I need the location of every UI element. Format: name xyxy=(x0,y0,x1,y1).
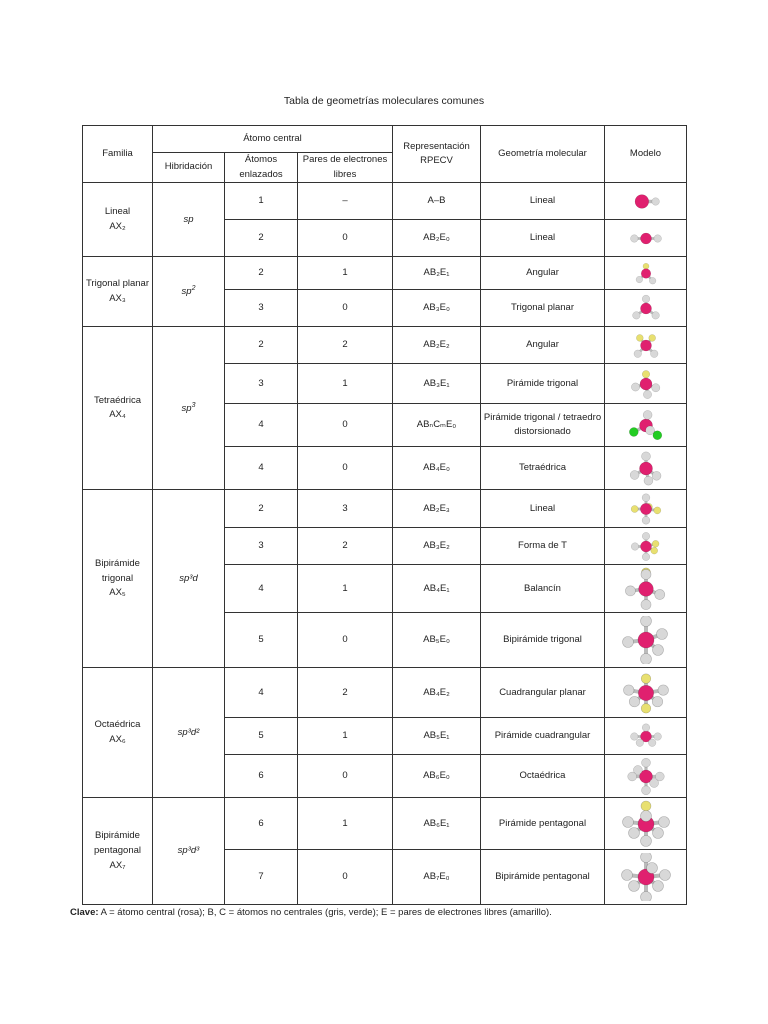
cell-lone: 0 xyxy=(298,220,393,257)
cell-rpecv: AB₅E₁ xyxy=(393,718,481,755)
model-cell xyxy=(605,447,687,490)
trigonal-bipyramidal-model-icon xyxy=(614,616,678,664)
model-cell xyxy=(605,613,687,668)
model-cell xyxy=(605,718,687,755)
family-formula: AX₆ xyxy=(109,733,126,745)
linear-diatomic-model-icon xyxy=(614,185,678,218)
cell-geometry: Pirámide cuadrangular xyxy=(481,718,605,755)
family-cell xyxy=(83,327,153,490)
cell-geometry: Octaédrica xyxy=(481,755,605,798)
model-cell xyxy=(605,798,687,850)
cell-bonded: 2 xyxy=(225,257,298,290)
model-cell xyxy=(605,565,687,613)
model-cell xyxy=(605,850,687,905)
bent-tetrahedral-model-icon xyxy=(614,329,678,362)
header-geometria: Geometría molecular xyxy=(481,126,605,183)
cell-bonded: 3 xyxy=(225,364,298,404)
cell-bonded: 4 xyxy=(225,565,298,613)
family-name: Octaédrica xyxy=(94,719,141,731)
seesaw-model-icon xyxy=(614,567,678,611)
cell-rpecv: AB₂E₂ xyxy=(393,327,481,364)
family-name: Lineal xyxy=(104,206,131,218)
cell-lone: 0 xyxy=(298,290,393,327)
cell-lone: 0 xyxy=(298,404,393,447)
cell-geometry: Pirámide pentagonal xyxy=(481,798,605,850)
hybridization: sp³d xyxy=(179,572,198,584)
header-modelo: Modelo xyxy=(605,126,687,183)
cell-geometry: Balancín xyxy=(481,565,605,613)
cell-lone: – xyxy=(298,183,393,220)
cell-rpecv: AB₄E₀ xyxy=(393,447,481,490)
hybridization-cell xyxy=(153,183,225,257)
cell-bonded: 6 xyxy=(225,798,298,850)
cell-lone: 2 xyxy=(298,668,393,718)
family-cell xyxy=(83,183,153,257)
cell-bonded: 4 xyxy=(225,668,298,718)
hybridization: sp xyxy=(181,402,192,414)
cell-rpecv: AB₂E₃ xyxy=(393,490,481,528)
cell-geometry: Lineal xyxy=(481,490,605,528)
family-name: Trigonal planar xyxy=(85,278,150,290)
hybridization: sp xyxy=(183,213,194,225)
family-formula: AX₅ xyxy=(109,587,126,599)
model-cell xyxy=(605,404,687,447)
cell-rpecv: AB₂E₀ xyxy=(393,220,481,257)
hybridization-superscript: 3 xyxy=(191,401,196,409)
cell-rpecv: ABₙCₘE₀ xyxy=(393,404,481,447)
cell-lone: 0 xyxy=(298,613,393,668)
model-cell xyxy=(605,755,687,798)
cell-lone: 0 xyxy=(298,755,393,798)
cell-bonded: 3 xyxy=(225,290,298,327)
header-hibridacion: Hibridación xyxy=(153,153,225,183)
trigonal-pyramidal-model-icon xyxy=(614,366,678,402)
header-familia: Familia xyxy=(83,126,153,183)
table-row xyxy=(83,257,687,290)
pentagonal-bipyramidal-model-icon xyxy=(614,853,678,901)
cell-bonded: 2 xyxy=(225,327,298,364)
cell-bonded: 2 xyxy=(225,220,298,257)
t-shaped-model-icon xyxy=(614,530,678,563)
hybridization-cell xyxy=(153,327,225,490)
cell-lone: 2 xyxy=(298,528,393,565)
cell-geometry: Angular xyxy=(481,257,605,290)
cell-geometry: Tetraédrica xyxy=(481,447,605,490)
cell-geometry: Bipirámide pentagonal xyxy=(481,850,605,905)
cell-rpecv: AB₇E₀ xyxy=(393,850,481,905)
family-name: Bipirámide trigonal xyxy=(95,557,140,584)
cell-geometry: Trigonal planar xyxy=(481,290,605,327)
cell-geometry: Pirámide trigonal / tetraedro distorsionado xyxy=(481,404,605,447)
header-pares-libres: Pares de electrones libres xyxy=(298,153,393,183)
cell-rpecv: A–B xyxy=(393,183,481,220)
family-cell xyxy=(83,490,153,668)
family-formula: AX₇ xyxy=(109,859,126,871)
hybridization-cell xyxy=(153,668,225,798)
table-row xyxy=(83,183,687,220)
table-row xyxy=(83,327,687,364)
model-cell xyxy=(605,220,687,257)
family-cell xyxy=(83,668,153,798)
model-cell xyxy=(605,364,687,404)
distorted-tetrahedron-model-icon xyxy=(614,406,678,445)
key-legend xyxy=(70,907,552,918)
family-name: Tetraédrica xyxy=(94,394,141,406)
cell-geometry: Forma de T xyxy=(481,528,605,565)
cell-geometry: Lineal xyxy=(481,183,605,220)
cell-bonded: 2 xyxy=(225,490,298,528)
cell-geometry: Pirámide trigonal xyxy=(481,364,605,404)
cell-rpecv: AB₅E₀ xyxy=(393,613,481,668)
cell-bonded: 5 xyxy=(225,718,298,755)
hybridization: sp³d³ xyxy=(177,845,200,857)
cell-bonded: 7 xyxy=(225,850,298,905)
cell-bonded: 3 xyxy=(225,528,298,565)
cell-bonded: 4 xyxy=(225,404,298,447)
cell-geometry: Bipirámide trigonal xyxy=(481,613,605,668)
family-cell xyxy=(83,257,153,327)
cell-geometry: Lineal xyxy=(481,220,605,257)
cell-lone: 0 xyxy=(298,850,393,905)
square-pyramidal-model-icon xyxy=(614,720,678,753)
pentagonal-pyramidal-model-icon xyxy=(614,800,678,848)
cell-rpecv: AB₄E₂ xyxy=(393,668,481,718)
hybridization-cell xyxy=(153,798,225,905)
header-representacion: Representación RPECV xyxy=(393,126,481,183)
cell-lone: 0 xyxy=(298,447,393,490)
hybridization: sp xyxy=(181,286,192,298)
cell-rpecv: AB₂E₁ xyxy=(393,257,481,290)
cell-lone: 1 xyxy=(298,565,393,613)
cell-geometry: Cuadrangular planar xyxy=(481,668,605,718)
model-cell xyxy=(605,668,687,718)
key-text: A = átomo central (rosa); B, C = átomos no centrales (gris, verde); E = pares de electrones libres (amarillo). xyxy=(100,907,552,918)
cell-rpecv: AB₃E₀ xyxy=(393,290,481,327)
geometry-table xyxy=(82,125,687,905)
cell-lone: 1 xyxy=(298,364,393,404)
hybridization-cell xyxy=(153,257,225,327)
table-row xyxy=(83,490,687,528)
bent-trigonal-model-icon xyxy=(614,259,678,288)
cell-lone: 1 xyxy=(298,718,393,755)
cell-bonded: 6 xyxy=(225,755,298,798)
family-name: Bipirámide pentagonal xyxy=(93,830,142,857)
cell-rpecv: AB₃E₁ xyxy=(393,364,481,404)
cell-lone: 1 xyxy=(298,798,393,850)
trigonal-planar-model-icon xyxy=(614,292,678,325)
linear-bipyramidal-model-icon xyxy=(614,492,678,526)
cell-rpecv: AB₃E₂ xyxy=(393,528,481,565)
model-cell xyxy=(605,183,687,220)
cell-lone: 1 xyxy=(298,257,393,290)
linear-triatomic-model-icon xyxy=(614,222,678,255)
model-cell xyxy=(605,257,687,290)
cell-bonded: 1 xyxy=(225,183,298,220)
model-cell xyxy=(605,327,687,364)
cell-lone: 2 xyxy=(298,327,393,364)
key-label: Clave: xyxy=(70,907,99,918)
table-row xyxy=(83,668,687,718)
tetrahedral-model-icon xyxy=(614,449,678,488)
hybridization: sp³d² xyxy=(177,726,200,738)
cell-rpecv: AB₆E₁ xyxy=(393,798,481,850)
cell-rpecv: AB₄E₁ xyxy=(393,565,481,613)
family-formula: AX₄ xyxy=(109,409,126,421)
cell-geometry: Angular xyxy=(481,327,605,364)
cell-rpecv: AB₆E₀ xyxy=(393,755,481,798)
model-cell xyxy=(605,528,687,565)
hybridization-superscript: 2 xyxy=(191,285,196,292)
table-row xyxy=(83,798,687,850)
model-cell xyxy=(605,290,687,327)
cell-lone: 3 xyxy=(298,490,393,528)
family-formula: AX₂ xyxy=(109,220,126,232)
family-cell xyxy=(83,798,153,905)
square-planar-model-icon xyxy=(614,670,678,716)
octahedral-model-icon xyxy=(614,757,678,796)
hybridization-cell xyxy=(153,490,225,668)
header-atomos-enlazados: Átomos enlazados xyxy=(225,153,298,183)
cell-bonded: 5 xyxy=(225,613,298,668)
family-formula: AX₃ xyxy=(109,292,126,304)
model-cell xyxy=(605,490,687,528)
page-title: Tabla de geometrías moleculares comunes xyxy=(283,95,485,107)
header-atomo-central: Átomo central xyxy=(153,126,393,153)
cell-bonded: 4 xyxy=(225,447,298,490)
